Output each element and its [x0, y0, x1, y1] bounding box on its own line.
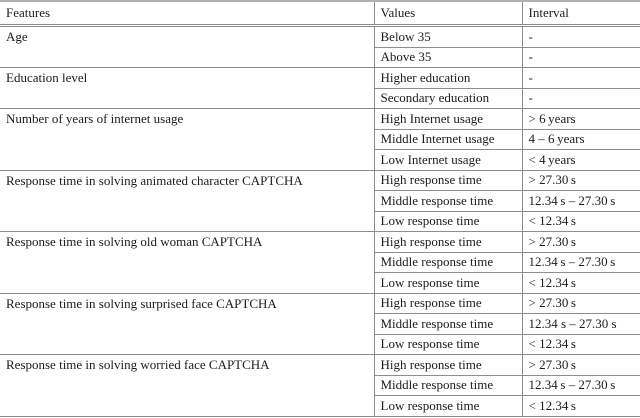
table-row: [0, 232, 640, 253]
interval-cell: > 27.30 s: [522, 355, 640, 376]
column-header-features: Features: [0, 1, 374, 26]
value-cell: Middle response time: [374, 375, 522, 396]
value-cell: High Internet usage: [374, 109, 522, 130]
feature-cell: Education level: [0, 68, 374, 109]
interval-cell: -: [522, 26, 640, 48]
value-cell: Secondary education: [374, 88, 522, 109]
interval-cell: > 27.30 s: [522, 293, 640, 314]
interval-cell: 12.34 s – 27.30 s: [522, 252, 640, 273]
value-cell: Higher education: [374, 68, 522, 89]
interval-cell: < 12.34 s: [522, 396, 640, 418]
value-cell: Low response time: [374, 396, 522, 418]
value-cell: Below 35: [374, 26, 522, 48]
feature-cell: Response time in solving surprised face CAPTCHA: [0, 293, 374, 355]
table-row: [0, 170, 640, 191]
feature-cell: Response time in solving old woman CAPTCHA: [0, 232, 374, 294]
interval-cell: -: [522, 47, 640, 68]
value-cell: Middle response time: [374, 314, 522, 335]
column-header-interval: Interval: [522, 1, 640, 26]
value-cell: Low response time: [374, 273, 522, 294]
feature-cell: Number of years of internet usage: [0, 109, 374, 171]
value-cell: Low response time: [374, 334, 522, 355]
value-cell: Middle response time: [374, 191, 522, 212]
interval-cell: > 27.30 s: [522, 232, 640, 253]
value-cell: Middle Internet usage: [374, 129, 522, 150]
value-cell: Above 35: [374, 47, 522, 68]
interval-cell: -: [522, 68, 640, 89]
feature-cell: Age: [0, 26, 374, 68]
column-header-values: Values: [374, 1, 522, 26]
value-cell: High response time: [374, 355, 522, 376]
value-cell: High response time: [374, 232, 522, 253]
value-cell: High response time: [374, 293, 522, 314]
feature-cell: Response time in solving worried face CAPTCHA: [0, 355, 374, 418]
feature-cell: Response time in solving animated character CAPTCHA: [0, 170, 374, 232]
header-row: [0, 1, 640, 26]
value-cell: Low response time: [374, 211, 522, 232]
interval-cell: < 12.34 s: [522, 211, 640, 232]
value-cell: High response time: [374, 170, 522, 191]
table-row: [0, 293, 640, 314]
interval-cell: < 12.34 s: [522, 273, 640, 294]
value-cell: Low Internet usage: [374, 150, 522, 171]
interval-cell: 12.34 s – 27.30 s: [522, 314, 640, 335]
interval-cell: 12.34 s – 27.30 s: [522, 191, 640, 212]
interval-cell: -: [522, 88, 640, 109]
value-cell: Middle response time: [374, 252, 522, 273]
table-row: [0, 109, 640, 130]
interval-cell: > 6 years: [522, 109, 640, 130]
interval-cell: < 12.34 s: [522, 334, 640, 355]
interval-cell: 12.34 s – 27.30 s: [522, 375, 640, 396]
table-row: [0, 26, 640, 48]
interval-cell: 4 – 6 years: [522, 129, 640, 150]
interval-cell: < 4 years: [522, 150, 640, 171]
interval-cell: > 27.30 s: [522, 170, 640, 191]
table-row: [0, 355, 640, 376]
table-row: [0, 68, 640, 89]
